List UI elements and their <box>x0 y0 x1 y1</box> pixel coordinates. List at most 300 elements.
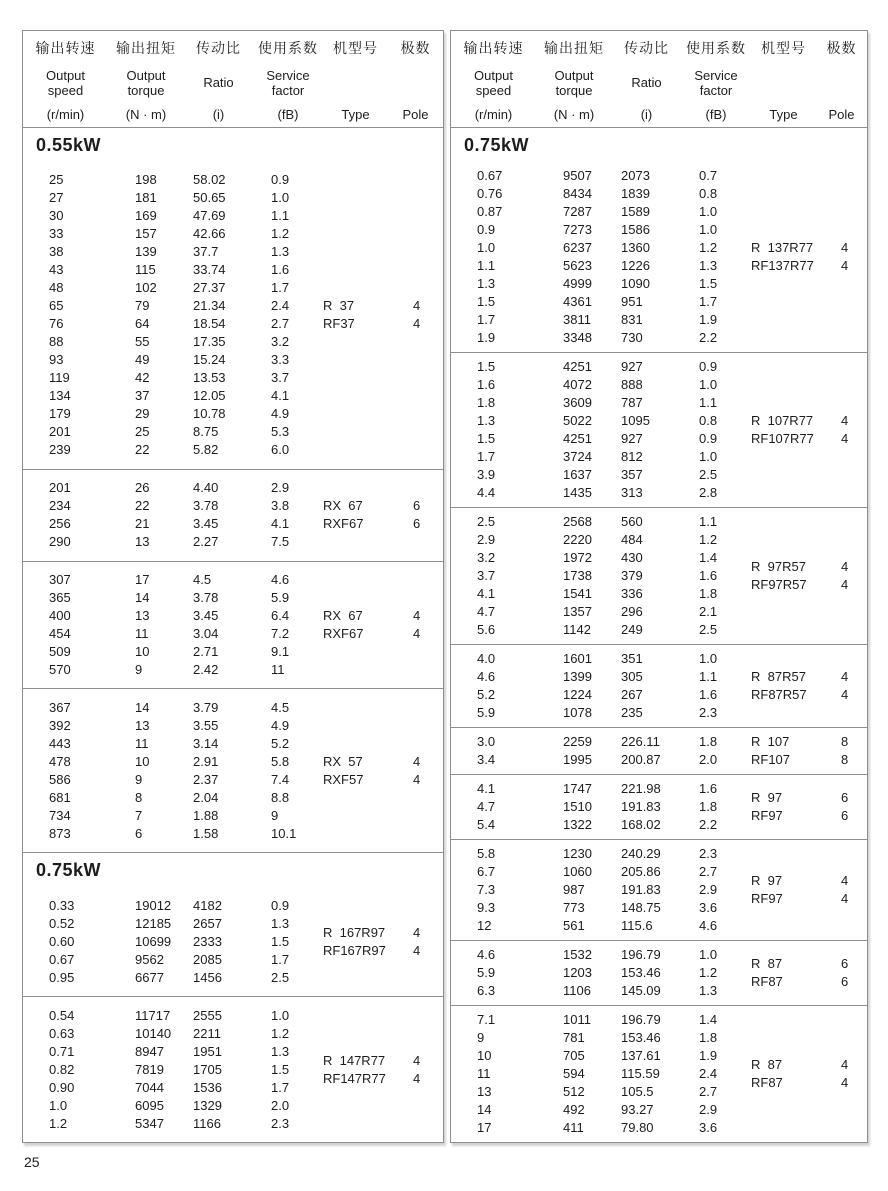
cell-output-speed: 873 <box>49 825 71 841</box>
cell-output-speed: 478 <box>49 753 71 769</box>
header-label-en-line: Output <box>554 67 594 83</box>
pole-value: 4 <box>841 559 849 574</box>
cell-output-torque: 1224 <box>563 687 592 702</box>
cell-output-torque: 169 <box>135 208 157 224</box>
cell-output-torque: 5347 <box>135 1115 164 1131</box>
cell-service-factor: 1.4 <box>699 1012 718 1027</box>
data-block <box>451 774 867 839</box>
type-pole-line <box>751 257 848 275</box>
cell-service-factor: 1.0 <box>699 449 718 464</box>
cell-service-factor: 1.6 <box>699 781 718 796</box>
cell-output-torque: 3811 <box>563 312 591 327</box>
table-row <box>23 1115 443 1133</box>
cell-service-factor: 1.5 <box>699 276 718 291</box>
cell-output-torque: 9 <box>135 662 143 678</box>
type-pole-group <box>751 412 848 448</box>
cell-ratio: 812 <box>621 449 643 464</box>
cell-ratio: 379 <box>621 568 643 583</box>
cell-output-speed: 76 <box>49 316 64 332</box>
type-label: R 147R77 <box>323 1052 386 1068</box>
cell-ratio: 888 <box>621 377 643 392</box>
pole-value: 4 <box>413 1052 421 1068</box>
cell-ratio: 2073 <box>621 168 650 183</box>
cell-ratio: 3.79 <box>193 699 219 715</box>
header-col-output-torque <box>108 38 184 122</box>
table-row <box>451 376 867 394</box>
cell-output-speed: 454 <box>49 626 71 642</box>
header-label-en <box>694 58 737 107</box>
cell-output-torque: 1435 <box>563 485 592 500</box>
cell-output-speed: 1.5 <box>477 431 496 446</box>
pole-value: 6 <box>841 790 849 805</box>
cell-ratio: 351 <box>621 651 643 666</box>
table-row <box>23 661 443 679</box>
cell-ratio: 191.83 <box>621 799 661 814</box>
cell-ratio: 226.11 <box>621 734 660 749</box>
cell-output-speed: 1.7 <box>477 312 496 327</box>
pole-value: 4 <box>413 771 421 787</box>
cell-service-factor: 1.2 <box>699 965 718 980</box>
cell-ratio: 3.04 <box>193 626 219 642</box>
table-row <box>23 1097 443 1115</box>
cell-ratio: 196.79 <box>621 1012 661 1027</box>
cell-service-factor: 1.1 <box>699 514 718 529</box>
cell-output-speed: 0.82 <box>49 1061 75 1077</box>
cell-output-torque: 9507 <box>563 168 592 183</box>
cell-service-factor: 2.5 <box>699 467 718 482</box>
type-pole-line <box>751 558 848 576</box>
cell-service-factor: 1.4 <box>699 550 718 565</box>
cell-ratio: 10.78 <box>193 406 226 422</box>
cell-ratio: 33.74 <box>193 262 226 278</box>
type-pole-group <box>751 239 848 275</box>
type-pole-line <box>751 1074 848 1092</box>
header-col-type <box>323 38 388 122</box>
type-pole-group <box>323 497 420 533</box>
cell-ratio: 27.37 <box>193 280 226 296</box>
type-label: RF37 <box>323 316 355 332</box>
cell-ratio: 951 <box>621 294 643 309</box>
type-label: RF97 <box>751 891 783 906</box>
cell-service-factor: 1.2 <box>699 240 718 255</box>
table-row <box>23 969 443 987</box>
cell-service-factor: 1.0 <box>699 204 718 219</box>
type-pole-line <box>751 668 848 686</box>
table-row <box>451 1011 867 1029</box>
cell-output-torque: 1142 <box>563 622 591 637</box>
header-label-zh: 使用系数 <box>258 40 318 56</box>
cell-service-factor: 0.8 <box>699 413 718 428</box>
cell-output-torque: 157 <box>135 226 157 242</box>
pole-value: 6 <box>841 974 849 989</box>
header-label-zh: 极数 <box>400 40 431 56</box>
type-pole-group <box>751 789 848 825</box>
cell-service-factor: 1.8 <box>699 586 718 601</box>
cell-service-factor: 1.1 <box>271 208 290 224</box>
cell-service-factor: 1.8 <box>699 1030 718 1045</box>
header-col-output-torque <box>536 38 612 122</box>
header-col-type <box>751 38 816 122</box>
pole-value: 4 <box>841 258 849 273</box>
cell-ratio: 17.35 <box>193 334 226 350</box>
pole-value: 4 <box>413 608 421 624</box>
header-col-service-factor <box>681 38 751 122</box>
header-col-output-speed <box>23 38 108 122</box>
cell-output-speed: 0.95 <box>49 969 75 985</box>
type-pole-line <box>751 872 848 890</box>
cell-ratio: 148.75 <box>621 900 661 915</box>
pole-value: 4 <box>841 1075 849 1090</box>
table-row <box>23 423 443 441</box>
cell-ratio: 2085 <box>193 951 222 967</box>
cell-output-torque: 773 <box>563 900 585 915</box>
cell-output-torque: 1972 <box>563 550 592 565</box>
header-unit: (fB) <box>705 107 727 122</box>
header-label-zh: 机型号 <box>333 40 378 56</box>
cell-output-torque: 1011 <box>563 1012 591 1027</box>
type-pole-line <box>323 1052 420 1070</box>
header-label-en-line: Service <box>266 67 310 83</box>
cell-service-factor: 2.7 <box>699 864 718 879</box>
pole-value: 8 <box>841 752 849 767</box>
cell-output-torque: 181 <box>135 190 157 206</box>
cell-ratio: 4182 <box>193 897 222 913</box>
cell-service-factor: 2.4 <box>699 1066 718 1081</box>
type-pole-line <box>323 1070 420 1088</box>
type-pole-line <box>751 955 848 973</box>
cell-output-torque: 1532 <box>563 947 592 962</box>
cell-output-speed: 1.7 <box>477 449 496 464</box>
cell-ratio: 1589 <box>621 204 650 219</box>
cell-output-torque: 561 <box>563 918 585 933</box>
cell-ratio: 37.7 <box>193 244 219 260</box>
cell-output-speed: 0.9 <box>477 222 496 237</box>
cell-ratio: 2555 <box>193 1007 222 1023</box>
header-col-ratio <box>612 38 681 122</box>
table-row <box>451 311 867 329</box>
cell-output-torque: 55 <box>135 334 150 350</box>
type-label: RX 67 <box>323 498 363 514</box>
cell-ratio: 145.09 <box>621 983 661 998</box>
cell-output-torque: 5022 <box>563 413 592 428</box>
header-label-en <box>631 58 661 107</box>
cell-ratio: 2.37 <box>193 771 219 787</box>
cell-ratio: 267 <box>621 687 643 702</box>
cell-output-torque: 6677 <box>135 969 164 985</box>
cell-output-torque: 37 <box>135 388 150 404</box>
cell-output-torque: 7819 <box>135 1061 164 1077</box>
cell-output-speed: 43 <box>49 262 64 278</box>
cell-output-torque: 6 <box>135 825 143 841</box>
type-label: RF87 <box>751 974 783 989</box>
cell-service-factor: 2.3 <box>271 1115 290 1131</box>
table-row <box>451 358 867 376</box>
cell-service-factor: 5.8 <box>271 753 290 769</box>
cell-output-torque: 26 <box>135 480 150 496</box>
cell-ratio: 2211 <box>193 1025 221 1041</box>
cell-service-factor: 2.9 <box>699 882 718 897</box>
cell-output-torque: 9562 <box>135 951 164 967</box>
cell-service-factor: 3.7 <box>271 370 290 386</box>
header-label-zh: 使用系数 <box>686 40 746 56</box>
header-label-zh: 输出转速 <box>35 40 96 56</box>
cell-output-torque: 17 <box>135 572 150 588</box>
cell-service-factor: 2.4 <box>271 298 290 314</box>
cell-service-factor: 2.9 <box>271 480 290 496</box>
type-pole-group <box>323 1052 420 1088</box>
type-pole-line <box>751 890 848 908</box>
cell-output-torque: 21 <box>135 516 150 532</box>
table-row <box>451 603 867 621</box>
type-label: RF147R77 <box>323 1070 386 1086</box>
cell-ratio: 3.45 <box>193 516 219 532</box>
type-label: R 107 <box>751 734 790 749</box>
cell-output-torque: 8 <box>135 789 143 805</box>
cell-service-factor: 3.2 <box>271 334 290 350</box>
cell-output-speed: 1.2 <box>49 1115 68 1131</box>
cell-output-torque: 1637 <box>563 467 592 482</box>
cell-ratio: 2333 <box>193 933 222 949</box>
data-block <box>451 727 867 774</box>
cell-service-factor: 3.6 <box>699 900 718 915</box>
cell-output-speed: 4.7 <box>477 799 496 814</box>
cell-service-factor: 2.3 <box>699 705 718 720</box>
cell-service-factor: 3.6 <box>699 1120 718 1135</box>
cell-ratio: 1839 <box>621 186 650 201</box>
cell-output-torque: 4251 <box>563 359 592 374</box>
cell-service-factor: 1.3 <box>699 983 718 998</box>
type-label: R 137R77 <box>751 240 814 255</box>
table-row <box>23 171 443 189</box>
type-pole-line <box>323 607 420 625</box>
cell-output-torque: 42 <box>135 370 150 386</box>
data-block <box>23 996 443 1142</box>
header-label-zh: 极数 <box>826 40 857 56</box>
header-unit: (i) <box>640 107 653 122</box>
table-row <box>451 329 867 347</box>
cell-ratio: 153.46 <box>621 1030 661 1045</box>
cell-service-factor: 1.5 <box>271 1061 290 1077</box>
cell-output-speed: 88 <box>49 334 64 350</box>
cell-ratio: 3.78 <box>193 498 219 514</box>
type-pole-line <box>323 297 420 315</box>
data-block <box>451 839 867 940</box>
table-row <box>451 1029 867 1047</box>
cell-output-speed: 2.5 <box>477 514 496 529</box>
cell-service-factor: 1.3 <box>271 915 290 931</box>
cell-output-speed: 4.6 <box>477 947 496 962</box>
cell-ratio: 484 <box>621 532 643 547</box>
cell-output-speed: 4.1 <box>477 781 496 796</box>
cell-output-torque: 139 <box>135 244 157 260</box>
cell-ratio: 235 <box>621 705 643 720</box>
type-pole-group <box>751 558 848 594</box>
header-label-en-line: Ratio <box>203 75 234 90</box>
cell-output-torque: 1399 <box>563 669 592 684</box>
cell-output-torque: 11717 <box>135 1007 171 1023</box>
cell-ratio: 787 <box>621 395 643 410</box>
cell-ratio: 4.5 <box>193 572 212 588</box>
table-row <box>23 897 443 915</box>
header-unit: (N · m) <box>553 107 595 122</box>
table-row <box>451 845 867 863</box>
cell-ratio: 8.75 <box>193 424 219 440</box>
type-pole-group <box>751 872 848 908</box>
cell-ratio: 1536 <box>193 1079 222 1095</box>
cell-service-factor: 1.3 <box>271 244 290 260</box>
header-label-en-line: torque <box>127 82 165 98</box>
cell-output-speed: 0.52 <box>49 915 75 931</box>
cell-output-speed: 0.54 <box>49 1007 75 1023</box>
cell-ratio: 336 <box>621 586 643 601</box>
type-label: RX 57 <box>323 753 363 769</box>
table-row <box>23 243 443 261</box>
cell-ratio: 3.78 <box>193 590 219 606</box>
type-label: R 97 <box>751 790 783 805</box>
table-row <box>451 221 867 239</box>
cell-service-factor: 7.2 <box>271 626 290 642</box>
cell-output-speed: 4.1 <box>477 586 496 601</box>
header-label-zh: 输出扭矩 <box>544 40 604 56</box>
cell-output-torque: 10699 <box>135 933 172 949</box>
cell-output-speed: 0.87 <box>477 204 503 219</box>
type-label: RF137R77 <box>751 258 814 273</box>
cell-ratio: 1095 <box>621 413 650 428</box>
cell-output-speed: 4.6 <box>477 669 496 684</box>
cell-output-speed: 734 <box>49 807 71 823</box>
cell-output-speed: 5.2 <box>477 687 496 702</box>
type-pole-line <box>751 412 848 430</box>
table-row <box>451 621 867 639</box>
pole-value: 6 <box>841 808 849 823</box>
section-power-title: 0.75kW <box>23 852 443 887</box>
cell-output-speed: 6.3 <box>477 983 496 998</box>
cell-ratio: 3.14 <box>193 735 219 751</box>
table-row <box>451 1119 867 1137</box>
pole-value: 4 <box>413 626 421 642</box>
cell-service-factor: 1.2 <box>271 226 290 242</box>
cell-output-speed: 681 <box>49 789 71 805</box>
type-pole-line <box>751 973 848 991</box>
cell-output-speed: 27 <box>49 190 64 206</box>
cell-output-speed: 134 <box>49 388 71 404</box>
cell-service-factor: 2.2 <box>699 330 718 345</box>
cell-output-torque: 7287 <box>563 204 592 219</box>
header-col-service-factor <box>253 38 323 122</box>
cell-service-factor: 1.1 <box>699 669 718 684</box>
header-col-pole <box>388 38 443 122</box>
cell-ratio: 1090 <box>621 276 650 291</box>
cell-output-speed: 14 <box>477 1102 492 1117</box>
cell-output-speed: 0.67 <box>49 951 75 967</box>
cell-service-factor: 1.7 <box>699 294 718 309</box>
cell-output-torque: 1106 <box>563 983 591 998</box>
cell-output-speed: 30 <box>49 208 64 224</box>
cell-ratio: 42.66 <box>193 226 226 242</box>
header-label-en-line: Ratio <box>631 75 662 90</box>
cell-service-factor: 1.9 <box>699 312 718 327</box>
spec-table-left <box>22 30 444 1143</box>
type-pole-line <box>323 625 420 643</box>
cell-ratio: 58.02 <box>193 172 226 188</box>
cell-service-factor: 1.0 <box>699 222 718 237</box>
cell-output-speed: 6.7 <box>477 864 496 879</box>
cell-ratio: 1705 <box>193 1061 222 1077</box>
type-pole-group <box>323 924 420 960</box>
cell-output-torque: 1747 <box>563 781 592 796</box>
pole-value: 4 <box>841 873 849 888</box>
cell-output-torque: 6095 <box>135 1097 164 1113</box>
cell-output-speed: 4.0 <box>477 651 496 666</box>
cell-output-speed: 0.60 <box>49 933 75 949</box>
cell-output-torque: 1601 <box>563 651 592 666</box>
table-row <box>451 275 867 293</box>
type-pole-line <box>751 733 848 751</box>
cell-ratio: 1226 <box>621 258 650 273</box>
cell-service-factor: 7.4 <box>271 771 290 787</box>
cell-ratio: 18.54 <box>193 316 226 332</box>
cell-service-factor: 6.0 <box>271 442 290 458</box>
type-label: R 167R97 <box>323 924 386 940</box>
header-unit: Type <box>769 107 798 122</box>
cell-service-factor: 1.9 <box>699 1048 718 1063</box>
cell-ratio: 2657 <box>193 915 222 931</box>
type-pole-line <box>323 753 420 771</box>
header-label-en-line: speed <box>475 82 512 98</box>
cell-output-torque: 7273 <box>563 222 592 237</box>
cell-output-speed: 0.67 <box>477 168 503 183</box>
cell-output-speed: 201 <box>49 424 71 440</box>
cell-output-speed: 7.1 <box>477 1012 496 1027</box>
cell-output-speed: 65 <box>49 298 64 314</box>
cell-service-factor: 2.9 <box>699 1102 718 1117</box>
section-power-title: 0.75kW <box>464 134 530 155</box>
cell-service-factor: 6.4 <box>271 608 290 624</box>
table-row <box>23 479 443 497</box>
header-unit: (r/min) <box>46 107 85 122</box>
cell-service-factor: 0.9 <box>271 897 290 913</box>
cell-output-torque: 594 <box>563 1066 585 1081</box>
type-label: R 87 <box>751 956 783 971</box>
cell-output-torque: 198 <box>135 172 157 188</box>
table-row <box>451 513 867 531</box>
cell-output-torque: 8434 <box>563 186 592 201</box>
data-block <box>451 940 867 1005</box>
cell-output-speed: 0.63 <box>49 1025 75 1041</box>
cell-output-torque: 10 <box>135 644 150 660</box>
pole-value: 4 <box>841 1057 849 1072</box>
cell-output-torque: 13 <box>135 534 150 550</box>
cell-output-speed: 0.33 <box>49 897 75 913</box>
table-row <box>23 369 443 387</box>
cell-ratio: 2.04 <box>193 789 219 805</box>
cell-output-torque: 2568 <box>563 514 592 529</box>
cell-output-speed: 1.5 <box>477 359 496 374</box>
table-row <box>451 704 867 722</box>
cell-output-torque: 1738 <box>563 568 592 583</box>
cell-output-speed: 179 <box>49 406 71 422</box>
cell-ratio: 200.87 <box>621 752 661 767</box>
cell-output-speed: 25 <box>49 172 64 188</box>
cell-service-factor: 1.0 <box>699 651 718 666</box>
pole-value: 4 <box>413 298 421 314</box>
table-row <box>23 807 443 825</box>
cell-service-factor: 1.2 <box>271 1025 290 1041</box>
cell-ratio: 168.02 <box>621 817 661 832</box>
type-label: RF107 <box>751 752 791 767</box>
cell-service-factor: 1.6 <box>699 687 718 702</box>
cell-output-torque: 5623 <box>563 258 592 273</box>
